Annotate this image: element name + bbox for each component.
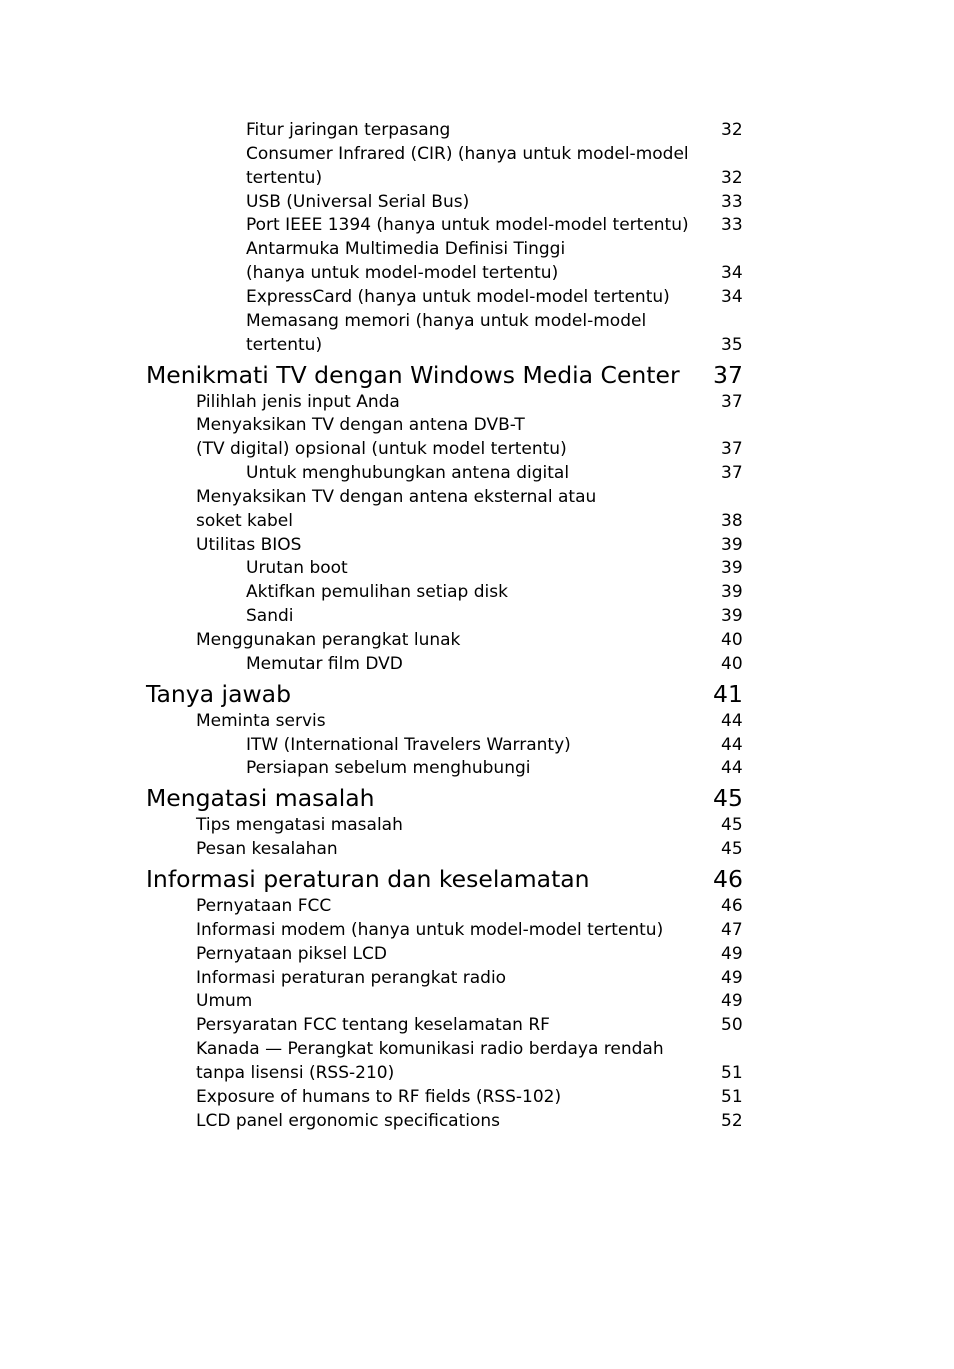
toc-subsection-entry[interactable] xyxy=(246,333,743,357)
toc-entry-title: Umum xyxy=(196,991,253,1012)
toc-entry-title: tanpa lisensi (RSS-210) xyxy=(196,1062,395,1083)
toc-subsection-entry[interactable] xyxy=(246,213,743,237)
toc-entry-title: Utilitas BIOS xyxy=(196,534,302,555)
toc-page-number: 49 xyxy=(721,991,743,1012)
toc-subsection-entry[interactable] xyxy=(246,237,743,261)
toc-entry-title: Aktifkan pemulihan setiap disk xyxy=(246,582,508,603)
toc-section-entry[interactable] xyxy=(196,628,743,652)
toc-page-number: 32 xyxy=(721,167,743,188)
toc-page-number: 49 xyxy=(721,967,743,988)
toc-section-entry[interactable] xyxy=(196,813,743,837)
toc-entry-title: Meminta servis xyxy=(196,710,326,731)
toc-subsection-entry[interactable] xyxy=(246,118,743,142)
toc-page-number: 45 xyxy=(721,815,743,836)
toc-page-number: 39 xyxy=(721,534,743,555)
toc-page-number: 34 xyxy=(721,286,743,307)
toc-section-entry[interactable] xyxy=(196,1037,743,1061)
toc-page-number: 37 xyxy=(713,360,743,389)
toc-entry-title: tertentu) xyxy=(246,334,323,355)
toc-subsection-entry[interactable] xyxy=(246,261,743,285)
toc-entry-title: Urutan boot xyxy=(246,558,348,579)
toc-section-entry[interactable] xyxy=(196,709,743,733)
toc-entry-title: Fitur jaringan terpasang xyxy=(246,120,451,140)
toc-section-entry[interactable] xyxy=(196,894,743,918)
toc-page-number: 40 xyxy=(721,653,743,674)
toc-entry-title: Persiapan sebelum menghubungi xyxy=(246,758,531,779)
toc-subsection-entry[interactable] xyxy=(246,733,743,757)
toc-page-number: 33 xyxy=(721,191,743,212)
toc-page-number: 37 xyxy=(721,439,743,460)
toc-page-number: 37 xyxy=(721,463,743,484)
toc-section-entry[interactable] xyxy=(196,1061,743,1085)
toc-entry-title: soket kabel xyxy=(196,510,293,531)
toc-section-entry[interactable] xyxy=(196,533,743,557)
toc-entry-title: Tips mengatasi masalah xyxy=(196,815,403,836)
toc-entry-title: Informasi modem (hanya untuk model-model tertentu) xyxy=(196,919,664,940)
toc-page-number: 32 xyxy=(721,120,743,140)
toc-section-entry[interactable] xyxy=(196,1109,743,1133)
toc-subsection-entry[interactable] xyxy=(246,652,743,676)
toc-section-entry[interactable] xyxy=(196,390,743,414)
toc-page-number: 45 xyxy=(721,839,743,860)
toc-entry-title: Sandi xyxy=(246,606,294,627)
toc-page-number: 39 xyxy=(721,582,743,603)
toc-page-number: 45 xyxy=(713,784,743,813)
toc-subsection-entry[interactable] xyxy=(246,756,743,780)
toc-entry-title: Port IEEE 1394 (hanya untuk model-model tertentu) xyxy=(246,215,689,236)
toc-entry-title: Pernyataan FCC xyxy=(196,895,332,916)
toc-entry-title: Menyaksikan TV dengan antena DVB-T xyxy=(196,415,525,436)
toc-subsection-entry[interactable] xyxy=(246,190,743,214)
toc-page-number: 39 xyxy=(721,558,743,579)
toc-page-number: 44 xyxy=(721,710,743,731)
toc-page-number: 46 xyxy=(713,864,743,893)
toc-chapter-heading[interactable] xyxy=(146,864,743,894)
toc-entry-title: Consumer Infrared (CIR) (hanya untuk model-model xyxy=(246,143,689,164)
toc-entry-title: ExpressCard (hanya untuk model-model tertentu) xyxy=(246,286,670,307)
toc-section-entry[interactable] xyxy=(196,837,743,861)
toc-entry-title: Tanya jawab xyxy=(146,679,292,708)
toc-page-number: 39 xyxy=(721,606,743,627)
toc-entry-title: USB (Universal Serial Bus) xyxy=(246,191,470,212)
toc-entry-title: Menggunakan perangkat lunak xyxy=(196,630,461,650)
toc-entry-title: Menikmati TV dengan Windows Media Center xyxy=(146,360,680,389)
toc-subsection-entry[interactable] xyxy=(246,604,743,628)
toc-subsection-entry[interactable] xyxy=(246,285,743,309)
toc-entry-title: Memutar film DVD xyxy=(246,653,403,674)
toc-entry-title: (TV digital) opsional (untuk model tertentu) xyxy=(196,439,567,460)
toc-entry-title: Mengatasi masalah xyxy=(146,784,375,813)
toc-entry-title: (hanya untuk model-model tertentu) xyxy=(246,263,559,284)
toc-subsection-entry[interactable] xyxy=(246,166,743,190)
toc-entry-title: Pesan kesalahan xyxy=(196,839,338,860)
toc-entry-title: LCD panel ergonomic specifications xyxy=(196,1110,501,1131)
toc-page-number: 47 xyxy=(721,919,743,940)
toc-chapter-heading[interactable] xyxy=(146,783,743,813)
toc-section-entry[interactable] xyxy=(196,918,743,942)
toc-section-entry[interactable] xyxy=(196,413,743,437)
toc-page-number: 44 xyxy=(721,758,743,779)
toc-entry-title: Exposure of humans to RF fields (RSS-102) xyxy=(196,1086,562,1107)
toc-page-number: 35 xyxy=(721,334,743,355)
toc-page-number: 37 xyxy=(721,391,743,412)
toc-section-entry[interactable] xyxy=(196,1085,743,1109)
toc-entry-title: Antarmuka Multimedia Definisi Tinggi xyxy=(246,239,566,260)
toc-page-number: 46 xyxy=(721,895,743,916)
toc-section-entry[interactable] xyxy=(196,966,743,990)
toc-section-entry[interactable] xyxy=(196,485,743,509)
toc-page-number: 52 xyxy=(721,1110,743,1131)
toc-section-entry[interactable] xyxy=(196,509,743,533)
toc-subsection-entry[interactable] xyxy=(246,461,743,485)
toc-page-number: 51 xyxy=(721,1062,743,1083)
toc-entry-title: Untuk menghubungkan antena digital xyxy=(246,463,570,484)
toc-subsection-entry[interactable] xyxy=(246,580,743,604)
toc-entry-title: Kanada — Perangkat komunikasi radio berdaya rendah xyxy=(196,1039,664,1060)
toc-chapter-heading[interactable] xyxy=(146,360,743,390)
toc-page-number: 50 xyxy=(721,1015,743,1036)
toc-page-number: 49 xyxy=(721,943,743,964)
toc-entry-title: tertentu) xyxy=(246,167,323,188)
toc-subsection-entry[interactable] xyxy=(246,142,743,166)
toc-page-number: 33 xyxy=(721,215,743,236)
toc-subsection-entry[interactable] xyxy=(246,309,743,333)
toc-entry-title: Menyaksikan TV dengan antena eksternal atau xyxy=(196,486,597,507)
toc-entry-title: Informasi peraturan dan keselamatan xyxy=(146,864,590,893)
toc-section-entry[interactable] xyxy=(196,989,743,1013)
toc-subsection-entry[interactable] xyxy=(246,556,743,580)
toc-page-number: 44 xyxy=(721,734,743,755)
toc-page-number: 38 xyxy=(721,510,743,531)
toc-entry-title: Memasang memori (hanya untuk model-model xyxy=(246,310,647,331)
toc-entry-title: Pilihlah jenis input Anda xyxy=(196,391,400,412)
toc-page-number: 40 xyxy=(721,630,743,650)
toc-page-number: 34 xyxy=(721,263,743,284)
toc-page-number: 41 xyxy=(713,679,743,708)
toc-chapter-heading[interactable] xyxy=(146,679,743,709)
toc-section-entry[interactable] xyxy=(196,437,743,461)
toc-section-entry[interactable] xyxy=(196,1013,743,1037)
toc-entry-title: ITW (International Travelers Warranty) xyxy=(246,734,571,755)
toc-page-number: 51 xyxy=(721,1086,743,1107)
toc-entry-title: Pernyataan piksel LCD xyxy=(196,943,387,964)
toc-section-entry[interactable] xyxy=(196,942,743,966)
toc-entry-title: Persyaratan FCC tentang keselamatan RF xyxy=(196,1015,550,1036)
toc-entry-title: Informasi peraturan perangkat radio xyxy=(196,967,507,988)
